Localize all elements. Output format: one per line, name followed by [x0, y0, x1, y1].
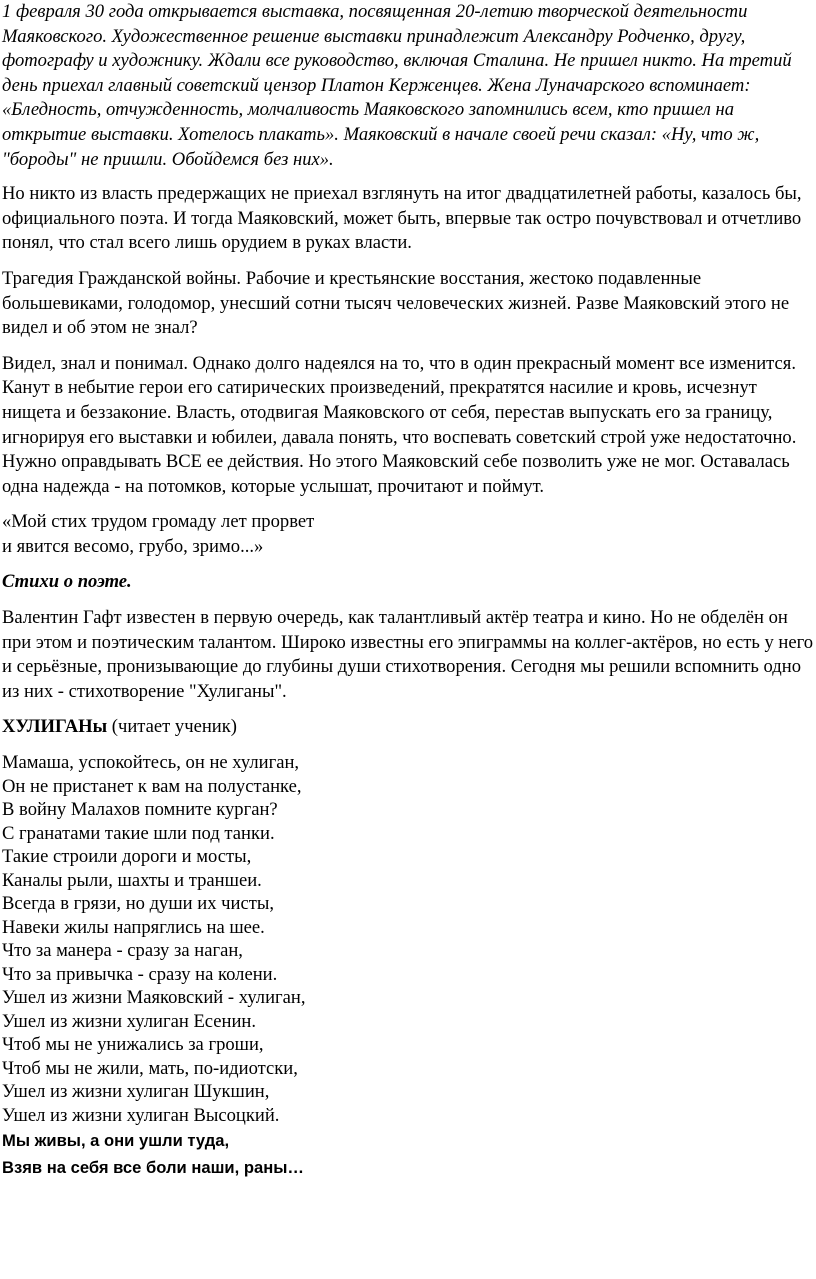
poem-final-line: Мы живы, а они ушли туда, [2, 1131, 230, 1151]
poem-line: Мамаша, успокойтесь, он не хулиган, [2, 752, 300, 774]
quote-line-2: и явится весомо, грубо, зримо...» [2, 535, 264, 557]
poem-line: Навеки жилы напряглись на шее. [2, 916, 265, 938]
poem-title: ХУЛИГАНы [2, 716, 108, 738]
poem-line: Всегда в грязи, но души их чисты, [2, 893, 274, 915]
gaft-paragraph: Валентин Гафт известен в первую очередь, как талантливый актёр театра и кино. Но не обделён он при этом и поэтическим талантом. Широко известны его эпиграммы на коллег-актёров, но есть у него и серьёзные, пронизывающие до глубины души стихотворения. Сегодня мы решили вспомнить одно из них - стихотворение "Хулиганы". [2, 607, 814, 702]
poem-line: Что за привычка - сразу на колени. [2, 963, 278, 985]
poem-line: Такие строили дороги и мосты, [2, 846, 252, 868]
poem-final-line: Взяв на себя все боли наши, раны… [2, 1158, 304, 1178]
poem-line: Ушел из жизни хулиган Шукшин, [2, 1081, 270, 1103]
poem-line: С гранатами такие шли под танки. [2, 822, 275, 844]
paragraph-civil-war: Трагедия Гражданской войны. Рабочие и крестьянские восстания, жестоко подавленные большевиками, голодомор, унесший сотни тысяч человеческих жизней. Разве Маяковский этого не видел и об этом не знал? [2, 267, 790, 339]
poem-line: Ушел из жизни Маяковский - хулиган, [2, 987, 306, 1009]
poem-line: Каналы рыли, шахты и траншеи. [2, 869, 262, 891]
poem-line: Ушел из жизни хулиган Есенин. [2, 1010, 257, 1032]
poem-line: Он не пристанет к вам на полустанке, [2, 775, 302, 797]
section-heading: Стихи о поэте. [2, 571, 132, 593]
poem-line: В войну Малахов помните курган? [2, 799, 278, 821]
poem-line: Что за манера - сразу за наган, [2, 940, 243, 962]
mayakovsky-quote [2, 510, 816, 559]
quote-line-1: «Мой стих трудом громаду лет прорвет [2, 511, 315, 533]
poem-line: Чтоб мы не унижались за гроши, [2, 1034, 264, 1056]
intro-paragraph: 1 февраля 30 года открывается выставка, посвященная 20-летию творческой деятельности Маяковского. Художественное решение выставки принадлежит Александру Родченко, другу, фотографу и художнику. Ждали все руководство, включая Сталина. Не пришел никто. На третий день приехал главный советский цензор Платон Керженцев. Жена Луначарского вспоминает: «Бледность, отчужденность, молчаливость Маяковского запомнились всем, кто пришел на открытие выставки. Хотелось плакать». Маяковский в начале своей речи сказал: «Ну, что ж, "бороды" не пришли. Обойдемся без них». [2, 1, 792, 170]
paragraph-hope: Видел, знал и понимал. Однако долго надеялся на то, что в один прекрасный момент все изменится. Канут в небытие герои его сатирических произведений, прекратятся насилие и кровь, исчезнут нищета и беззаконие. Власть, отодвигая Маяковского от себя, перестав выпускать его за границу, игнорируя его выставки и юбилеи, давала понять, что воспевать советский строй уже недостаточно. Нужно оправдывать ВСЕ ее действия. Но этого Маяковский себе позволить уже не мог. Оставалась одна надежда - на потомков, которые услышат, прочитают и поймут. [2, 352, 797, 497]
poem-heading [2, 715, 816, 740]
poem-line: Ушел из жизни хулиган Высоцкий. [2, 1104, 280, 1126]
paragraph-power: Но никто из власть предержащих не приехал взглянуть на итог двадцатилетней работы, казалось бы, официального поэта. И тогда Маяковский, может быть, впервые так остро почувствовал и отчетливо понял, что стал всего лишь орудием в руках власти. [2, 183, 802, 254]
poem-line: Чтоб мы не жили, мать, по-идиотски, [2, 1057, 298, 1079]
poem-reader-note: (читает ученик) [107, 716, 237, 738]
poem [2, 751, 816, 1181]
